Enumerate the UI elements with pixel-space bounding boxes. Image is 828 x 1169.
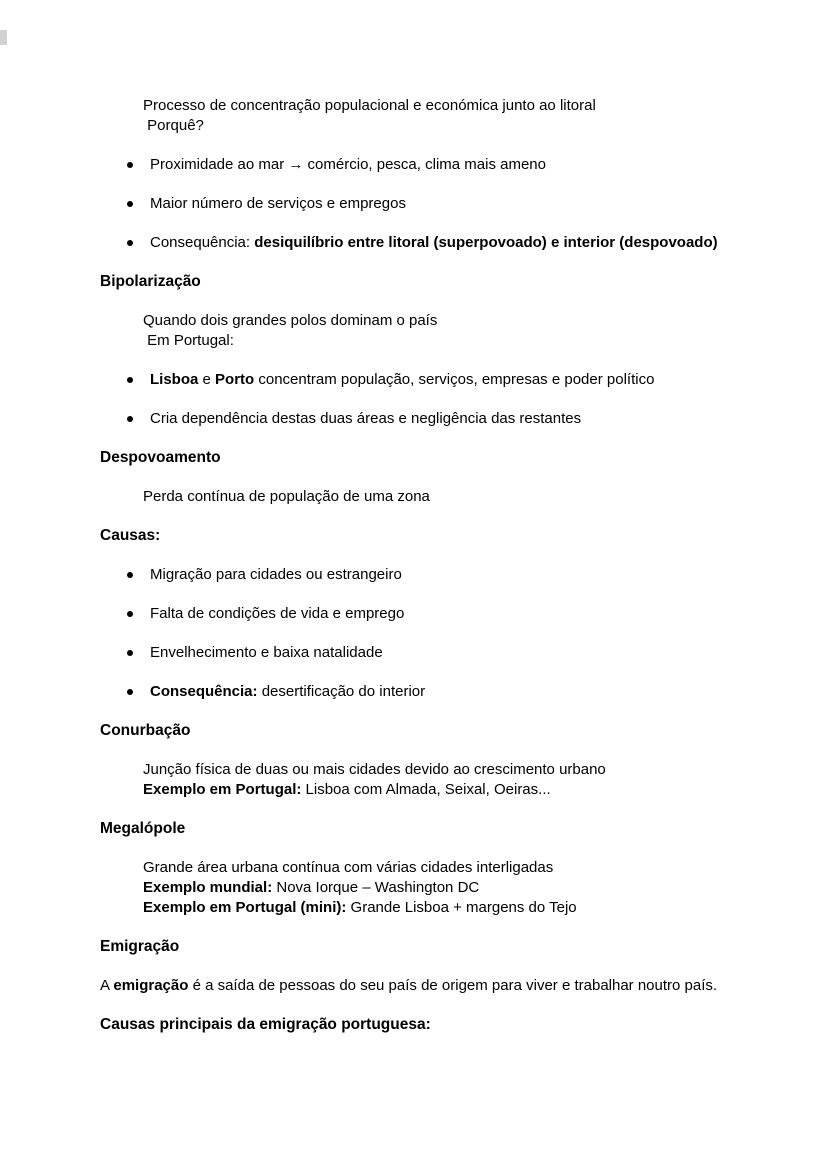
text-segment: Nova Iorque – Washington DC bbox=[272, 879, 480, 896]
text-segment: é a saída de pessoas do seu país de origem para viver e trabalhar noutro país. bbox=[188, 977, 718, 994]
text-segment: Emigração bbox=[100, 938, 180, 955]
text-segment: Grande Lisboa + margens do Tejo bbox=[346, 899, 577, 916]
bullet-item bbox=[100, 643, 728, 663]
heading bbox=[100, 1015, 728, 1035]
text-segment: Quando dois grandes polos dominam o país bbox=[143, 312, 438, 329]
bullet-text bbox=[150, 643, 728, 663]
bullet-item bbox=[100, 604, 728, 624]
text-segment: Porto bbox=[215, 371, 255, 388]
text-segment: Lisboa bbox=[150, 371, 199, 388]
text-segment: concentram população, serviços, empresas e poder político bbox=[254, 371, 655, 388]
text-segment: Exemplo em Portugal: bbox=[143, 781, 302, 798]
bullet-text bbox=[150, 604, 728, 624]
text-segment: e bbox=[198, 371, 216, 388]
bullet-text bbox=[150, 194, 728, 214]
text-segment: Processo de concentração populacional e económica junto ao litoral bbox=[143, 97, 596, 114]
bullet-text bbox=[150, 409, 728, 429]
paragraph bbox=[143, 760, 728, 800]
text-segment: Envelhecimento e baixa natalidade bbox=[150, 644, 383, 661]
page-edge-artifact bbox=[0, 30, 7, 45]
heading bbox=[100, 819, 728, 839]
text-segment: Porquê? bbox=[143, 117, 204, 134]
text-segment: emigração bbox=[113, 977, 189, 994]
text-segment: Exemplo mundial: bbox=[143, 879, 273, 896]
text-segment: Perda contínua de população de uma zona bbox=[143, 488, 430, 505]
bullet-item bbox=[100, 194, 728, 214]
bullet-item bbox=[100, 409, 728, 429]
heading bbox=[100, 448, 728, 468]
bullet-dot bbox=[127, 370, 150, 390]
heading bbox=[100, 526, 728, 546]
text-segment: Despovoamento bbox=[100, 449, 221, 466]
bullet-text bbox=[150, 565, 728, 585]
paragraph bbox=[143, 311, 728, 351]
bullet-item bbox=[100, 565, 728, 585]
text-segment: Falta de condições de vida e emprego bbox=[150, 605, 405, 622]
paragraph bbox=[143, 487, 728, 507]
bullet-dot bbox=[127, 409, 150, 429]
bullet-text bbox=[150, 155, 728, 175]
text-segment: desertificação do interior bbox=[257, 683, 426, 700]
bullet-dot bbox=[127, 194, 150, 214]
bullet-dot bbox=[127, 643, 150, 663]
bullet-text bbox=[150, 682, 728, 702]
text-segment: Lisboa com Almada, Seixal, Oeiras... bbox=[301, 781, 551, 798]
bullet-item bbox=[100, 370, 728, 390]
text-segment: Exemplo em Portugal (mini): bbox=[143, 899, 347, 916]
text-segment: Junção física de duas ou mais cidades devido ao crescimento urbano bbox=[143, 761, 606, 778]
text-segment: Proximidade ao mar → comércio, pesca, clima mais ameno bbox=[150, 156, 546, 173]
text-segment: A bbox=[100, 977, 114, 994]
text-segment: Migração para cidades ou estrangeiro bbox=[150, 566, 402, 583]
text-segment: Consequência: bbox=[150, 234, 255, 251]
text-segment: Bipolarização bbox=[100, 273, 201, 290]
text-segment: Conurbação bbox=[100, 722, 191, 739]
bullet-dot bbox=[127, 155, 150, 175]
text-segment: Consequência: bbox=[150, 683, 258, 700]
bullet-text bbox=[150, 233, 728, 253]
bullet-dot bbox=[127, 565, 150, 585]
bullet-dot bbox=[127, 233, 150, 253]
bullet-item bbox=[100, 233, 728, 253]
heading bbox=[100, 937, 728, 957]
paragraph bbox=[143, 96, 728, 136]
text-segment: desiquilíbrio entre litoral (superpovoado) e interior (despovoado) bbox=[254, 234, 718, 251]
text-segment: Causas: bbox=[100, 527, 161, 544]
bullet-text bbox=[150, 370, 728, 390]
heading bbox=[100, 272, 728, 292]
bullet-item bbox=[100, 682, 728, 702]
text-segment: Em Portugal: bbox=[143, 332, 234, 349]
text-segment: Causas principais da emigração portuguesa: bbox=[100, 1016, 431, 1033]
heading bbox=[100, 721, 728, 741]
text-segment: Megalópole bbox=[100, 820, 186, 837]
text-segment: Maior número de serviços e empregos bbox=[150, 195, 406, 212]
paragraph bbox=[100, 976, 728, 996]
paragraph bbox=[143, 858, 728, 918]
bullet-item bbox=[100, 155, 728, 175]
text-segment: Grande área urbana contínua com várias cidades interligadas bbox=[143, 859, 554, 876]
text-segment: Cria dependência destas duas áreas e negligência das restantes bbox=[150, 410, 582, 427]
bullet-dot bbox=[127, 604, 150, 624]
bullet-dot bbox=[127, 682, 150, 702]
